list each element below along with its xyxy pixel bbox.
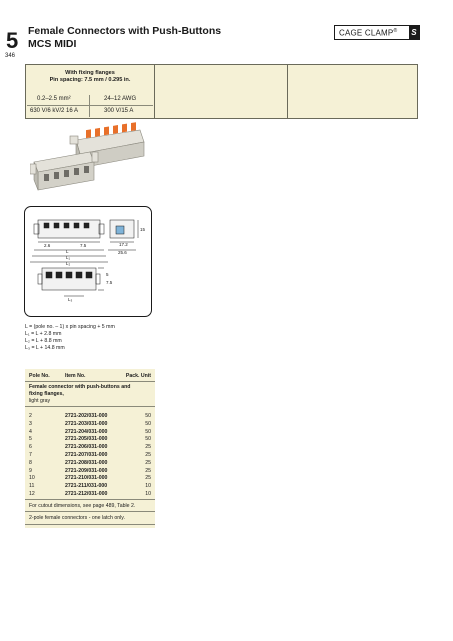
cell-item-no: 2721-211/031-000: [65, 483, 108, 490]
cell-pole: 8: [29, 459, 32, 466]
cell-pack-unit: 10: [145, 491, 151, 497]
dim-label-l1: L₁: [66, 255, 71, 260]
dim-label-g: 5: [106, 272, 109, 277]
dim-label-l2: L₂: [66, 261, 71, 266]
order-table: [25, 369, 155, 528]
spec-panel-empty-right: [288, 64, 418, 119]
cell-pack-unit: 25: [145, 452, 151, 458]
formula-l3: L₃ = L + 14.8 mm: [25, 345, 65, 351]
dim-label-l: L: [66, 249, 69, 254]
product-photo: [30, 122, 148, 198]
table-row: [25, 491, 155, 499]
table-row: [25, 444, 155, 452]
table-row: [25, 460, 155, 468]
cell-pack-unit: 50: [145, 413, 151, 419]
cell-pack-unit: 25: [145, 467, 151, 474]
product-desc-line3: light gray: [29, 398, 51, 404]
cell-pack-unit: 50: [145, 428, 151, 435]
brand-logo-text: CAGE CLAMP®: [339, 27, 398, 38]
spec-heading: [25, 70, 155, 84]
cell-pole: 12: [29, 491, 35, 497]
dim-label-a: 2.6: [44, 243, 51, 248]
product-desc-line1: Female connector with push-buttons and: [29, 384, 131, 390]
col-header-pole: Pole No.: [29, 373, 50, 379]
table-note-cutout: For cutout dimensions, see page 489, Table 2.: [29, 503, 136, 509]
table-row: [25, 475, 155, 483]
cell-pack-unit: 25: [145, 459, 151, 466]
table-divider: [25, 381, 155, 382]
page-title: Female Connectors with Push-Buttons: [28, 25, 222, 37]
chapter-number: 5: [6, 28, 19, 53]
cell-pole: 7: [29, 452, 32, 458]
spec-rating-iec: 630 V/6 kV/2 16 A: [30, 108, 79, 114]
col-header-pack: Pack. Unit: [125, 373, 151, 379]
dim-label-c: 17.2: [119, 242, 128, 247]
table-note-latch: 2-pole female connectors - one latch only.: [29, 515, 125, 521]
spec-wire-range-mm: 0.2–2.5 mm²: [37, 96, 71, 102]
connector-lower: [30, 152, 98, 190]
cell-item-no: 2721-205/031-000: [65, 436, 108, 443]
cell-pack-unit: 25: [145, 444, 151, 451]
cell-pole: 3: [29, 420, 32, 427]
drawing-front-view: [38, 268, 104, 296]
cell-item-no: 2721-206/031-000: [65, 444, 108, 451]
cell-pole: 4: [29, 428, 32, 435]
cell-pole: 9: [29, 467, 32, 474]
formula-l2: L₂ = L + 8.8 mm: [25, 338, 62, 344]
cell-item-no: 2721-204/031-000: [65, 428, 108, 435]
product-desc-line2: fixing flanges,: [29, 391, 64, 397]
table-row: [25, 429, 155, 437]
cell-pack-unit: 25: [145, 475, 151, 482]
spec-wire-range-awg: 24–12 AWG: [104, 96, 137, 102]
formula-l1: L₁ = L + 2.8 mm: [25, 331, 62, 337]
table-row: [25, 436, 155, 444]
cell-pole: 10: [29, 475, 35, 482]
spec-divider: [89, 95, 90, 117]
cell-item-no: 2721-209/031-000: [65, 467, 108, 474]
cell-pack-unit: 50: [145, 436, 151, 443]
cell-item-no: 2721-202/031-000: [65, 413, 108, 419]
table-divider: [25, 524, 155, 525]
table-row: [25, 421, 155, 429]
dim-label-b: 7.5: [80, 243, 87, 248]
table-row: [25, 452, 155, 460]
dim-label-f: 7.5: [106, 280, 113, 285]
dimension-drawing: [24, 206, 150, 315]
cell-pole: 2: [29, 413, 32, 419]
cell-item-no: 2721-208/031-000: [65, 459, 108, 466]
cell-pack-unit: 10: [145, 483, 151, 490]
dim-label-e: 15: [140, 227, 146, 232]
cell-pole: 6: [29, 444, 32, 451]
col-header-item: Item No.: [65, 373, 86, 379]
spec-rating-ul: 300 V/15 A: [104, 108, 134, 114]
cell-pole: 11: [29, 483, 35, 490]
table-divider: [25, 406, 155, 407]
spec-heading-line2: Pin spacing: 7.5 mm / 0.295 in.: [49, 77, 131, 83]
table-row: [25, 483, 155, 491]
table-divider: [25, 499, 155, 500]
dim-label-d: 25.6: [118, 250, 127, 255]
cell-item-no: 2721-203/031-000: [65, 420, 108, 427]
cell-pole: 5: [29, 436, 32, 443]
spec-heading-line1: With fixing flanges: [65, 70, 115, 76]
brand-logo: [334, 25, 420, 40]
cell-pack-unit: 50: [145, 420, 151, 427]
table-divider: [25, 511, 155, 512]
spec-divider-horizontal: [27, 105, 153, 106]
cell-item-no: 2721-212/031-000: [65, 491, 108, 497]
dim-label-l3: L₃: [68, 297, 73, 302]
table-row: [25, 413, 155, 421]
table-row: [25, 468, 155, 476]
spec-panel-empty-middle: [155, 64, 288, 119]
formula-l: L = (pole no. – 1) x pin spacing + 5 mm: [25, 324, 115, 330]
cell-item-no: 2721-210/031-000: [65, 475, 108, 482]
page-number: 346: [5, 53, 16, 59]
page-subtitle: MCS MIDI: [28, 38, 77, 50]
brand-logo-badge: S: [409, 26, 419, 39]
cell-item-no: 2721-207/031-000: [65, 452, 108, 458]
